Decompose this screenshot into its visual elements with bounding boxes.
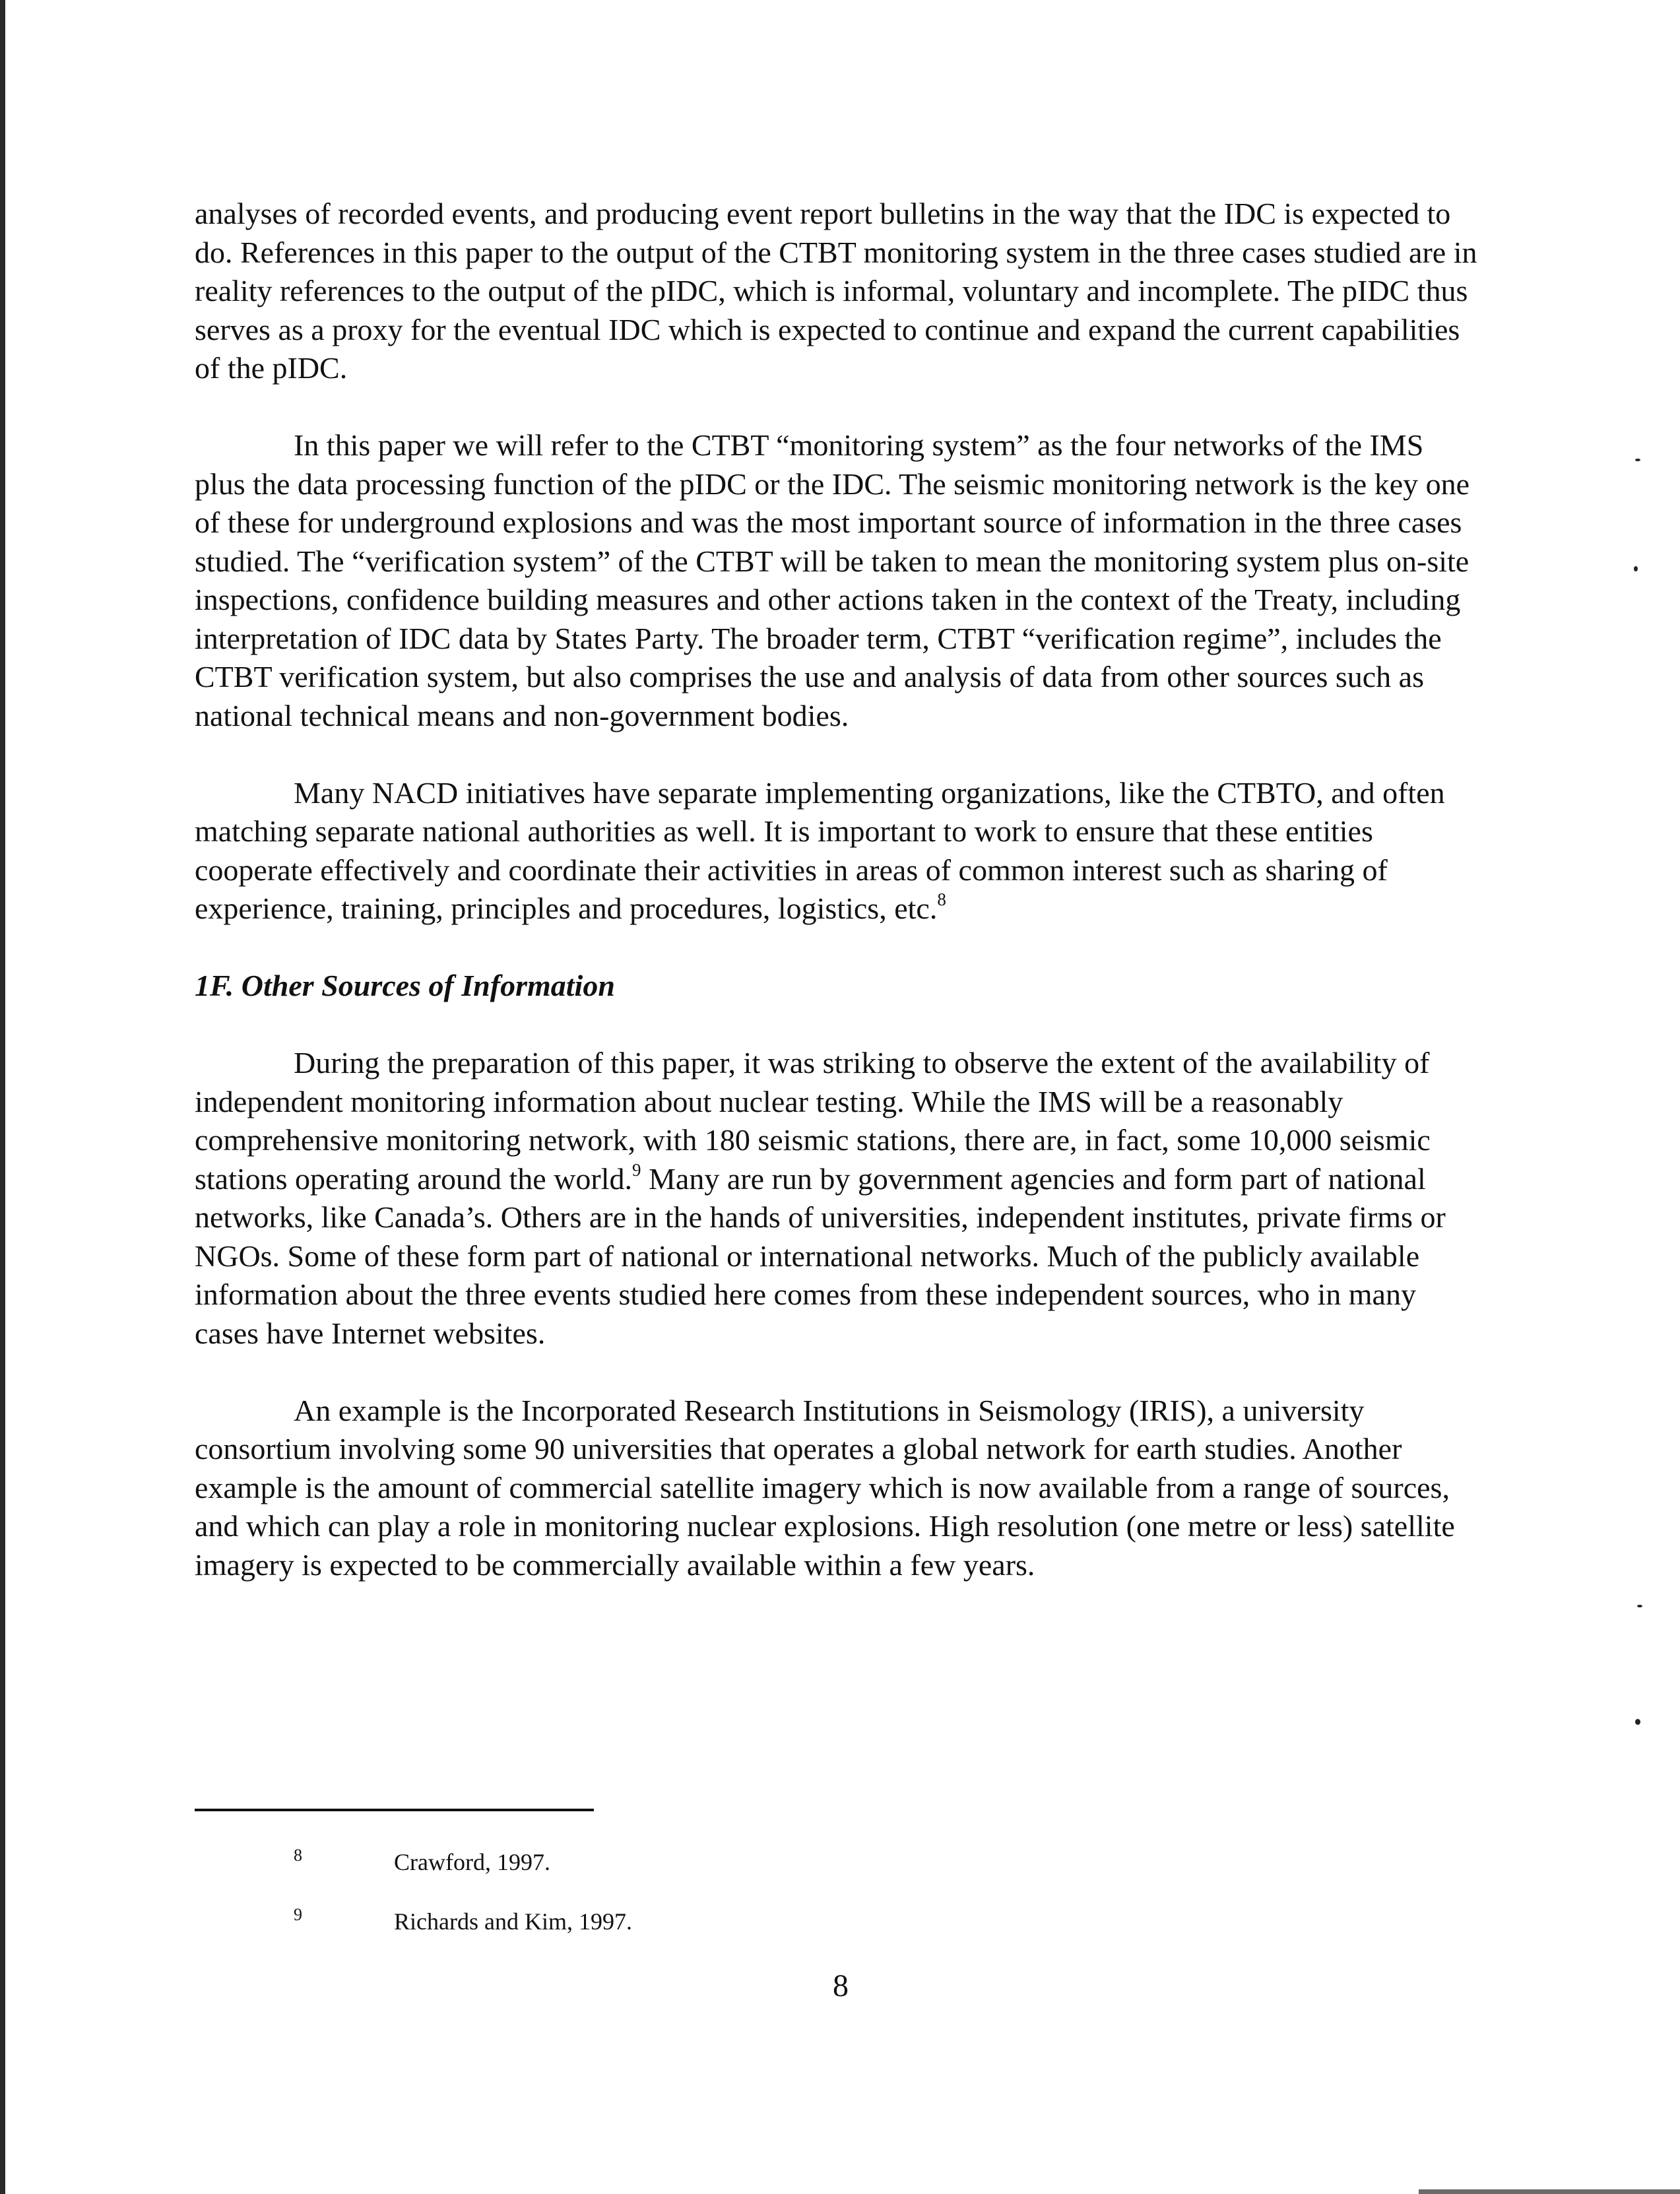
- scan-speck: [1635, 1719, 1640, 1725]
- footnote-number: 8: [294, 1846, 302, 1865]
- footnote-reference-8[interactable]: 8: [937, 889, 946, 909]
- paragraph-monitoring-system: In this paper we will refer to the CTBT “monitoring system” as the four networks of the IMS plus the data processing function of the pIDC or the IDC. The seismic monitoring network is the key one of these for underground explosions and was the most important source of information in the three cases studied. The “verification system” of the CTBT will be taken to mean the monitoring system plus on-site inspections, confidence building measures and other actions taken in the context of the Treaty, including interpretation of IDC data by States Party. The broader term, CTBT “verification regime”, includes the CTBT verification system, but also comprises the use and analysis of data from other sources such as national technical means and non-government bodies.: [195, 428, 1470, 732]
- scan-speck: [1637, 1605, 1642, 1607]
- paragraph-independent-text-before: During the preparation of this paper, it was striking to observe the extent of the availability of independent monitoring information about nuclear testing. While the IMS will be a reasonably comprehensive monitoring network, with 180 seismic stations, there are, in fact, some 10,000 seismic stations operating around the world.: [195, 1046, 1431, 1196]
- footnote-text: Richards and Kim, 1997.: [394, 1908, 632, 1935]
- paragraph-independent-text-after: Many are run by government agencies and form part of national networks, like Canada’s. Others are in the hands of universities, independent institutes, private firms or NGOs. Some of these form part of national or international networks. Much of the publicly available information about the three events studied here comes from these independent sources, who in many cases have Internet websites.: [195, 1161, 1446, 1350]
- footnote-reference-9[interactable]: 9: [632, 1159, 641, 1180]
- scan-bottom-border: [1419, 2189, 1680, 2194]
- scan-speck: [1635, 459, 1640, 461]
- scan-speck: [1634, 566, 1638, 571]
- footnote-text: Crawford, 1997.: [394, 1849, 550, 1875]
- paragraph-nacd-initiatives: [195, 774, 1478, 928]
- paragraph-iris-example: An example is the Incorporated Research Institutions in Seismology (IRIS), a university consortium involving some 90 universities that operates a global network for earth studies. Another example is the amount of commercial satellite imagery which is now available from a range of sources, and which can play a role in monitoring nuclear explosions. High resolution (one metre or less) satellite imagery is expected to be commercially available within a few years.: [195, 1393, 1455, 1582]
- page-number: 8: [833, 1968, 849, 2003]
- scan-left-border: [0, 0, 5, 2194]
- paragraph-independent-monitoring: [195, 1044, 1478, 1353]
- footnote-number: 9: [294, 1905, 302, 1924]
- paragraph-nacd-text: Many NACD initiatives have separate implementing organizations, like the CTBTO, and often matching separate national authorities as well. It is important to work to ensure that these entities cooperate effectively and coordinate their activities in areas of common interest such as sharing of experience, training, principles and procedures, logistics, etc.: [195, 775, 1445, 925]
- footnote-separator: [195, 1809, 594, 1811]
- paragraph-continuation: analyses of recorded events, and producing event report bulletins in the way that the IDC is expected to do. References in this paper to the output of the CTBT monitoring system in the three cases studied are in reality references to the output of the pIDC, which is informal, voluntary and incomplete. The pIDC thus serves as a proxy for the eventual IDC which is expected to continue and expand the current capabilities of the pIDC.: [195, 197, 1477, 385]
- section-heading: 1F. Other Sources of Information: [195, 969, 615, 1002]
- body-text: [195, 195, 1478, 1623]
